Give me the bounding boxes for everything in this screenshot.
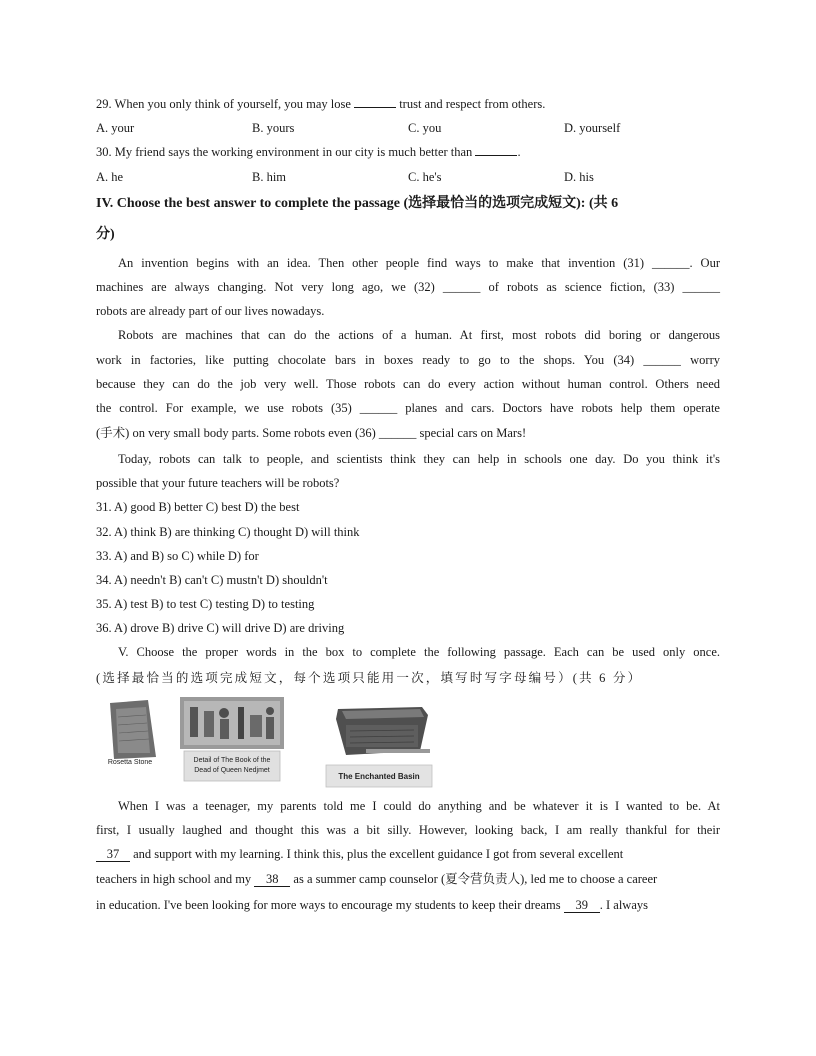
passage-text: . I always <box>599 898 648 912</box>
choice-32: 32. A) think B) are thinking C) thought D) will think <box>96 525 360 539</box>
passage-line: machines are always changing. Not very long ago, we (32) ______ of robots as science fiction, (33) ______ <box>96 280 720 294</box>
passage-line: first, I usually laughed and thought this was a bit silly. However, looking back, I am really thankful for their <box>96 823 720 837</box>
option-29-d: D. yourself <box>564 121 621 135</box>
passage-text: teachers in high school and my <box>96 872 255 886</box>
image-caption: The Enchanted Basin <box>338 772 420 781</box>
passage-line: because they can do the job very well. Those robots can do every action without human control. Others need <box>96 377 720 391</box>
passage-text: and support with my learning. I think this, plus the excellent guidance I got from several excellent <box>130 847 624 861</box>
answer-blank-30[interactable] <box>475 155 517 156</box>
passage-line: possible that your future teachers will be robots? <box>96 476 340 490</box>
passage-line: (手术) on very small body parts. Some robots even (36) ______ special cars on Mars! <box>96 426 527 440</box>
passage-line: the control. For example, we use robots (35) ______ planes and cars. Doctors have robots help them operate <box>96 401 720 415</box>
choice-34: 34. A) needn't B) can't C) mustn't D) shouldn't <box>96 573 328 587</box>
question-29-stem: 29. When you only think of yourself, you may lose <box>96 97 355 111</box>
image-caption: Detail of The Book of the <box>193 757 271 764</box>
option-30-c: C. he's <box>408 170 442 184</box>
answer-blank-37[interactable]: 37 <box>96 848 130 862</box>
section-5-heading: V. Choose the proper words in the box to complete the following passage. Each can be used only once. <box>118 645 720 659</box>
passage-line <box>96 846 720 862</box>
choice-35: 35. A) test B) to test C) testing D) to testing <box>96 597 315 611</box>
option-29-a: A. your <box>96 121 135 135</box>
section-4-heading: IV. Choose the best answer to complete the passage (选择最恰当的选项完成短文): (共 6 <box>96 196 619 211</box>
section-4-heading-cont: 分) <box>96 227 115 242</box>
question-29-stem-end: trust and respect from others. <box>396 97 546 111</box>
passage-line: robots are already part of our lives nowadays. <box>96 304 325 318</box>
question-29 <box>96 96 720 112</box>
choice-31: 31. A) good B) better C) best D) the best <box>96 500 300 514</box>
passage-line: work in factories, like putting chocolate bars in boxes ready to go to the shops. You (34) ______ worry <box>96 353 720 367</box>
book-of-the-dead-image <box>180 697 284 783</box>
image-caption: Rosetta Stone <box>107 759 153 766</box>
passage-line <box>96 897 720 913</box>
passage-line: When I was a teenager, my parents told me I could do anything and be whatever it is I wanted to be. At <box>118 799 720 813</box>
image-caption: Dead of Queen Nedjmet <box>194 767 270 774</box>
answer-blank-29[interactable] <box>354 107 396 108</box>
option-29-c: C. you <box>408 121 442 135</box>
choice-33: 33. A) and B) so C) while D) for <box>96 549 259 563</box>
passage-line <box>96 871 720 887</box>
choice-36: 36. A) drove B) drive C) will drive D) are driving <box>96 621 345 635</box>
answer-blank-39[interactable]: 39 <box>564 899 600 913</box>
passage-text: in education. I've been looking for more ways to encourage my students to keep their dreams <box>96 898 564 912</box>
rosetta-stone-image <box>102 697 158 777</box>
question-30 <box>96 144 720 160</box>
section-5-heading-cn: (选择最恰当的选项完成短文，每个选项只能用一次，填写时写字母编号）(共 6 分） <box>96 671 643 685</box>
passage-line: Today, robots can talk to people, and scientists think they can help in schools one day. Do you think it's <box>118 452 720 466</box>
option-30-d: D. his <box>564 170 594 184</box>
option-29-b: B. yours <box>252 121 295 135</box>
enchanted-basin-image <box>322 697 436 789</box>
option-30-a: A. he <box>96 170 124 184</box>
question-30-stem: 30. My friend says the working environment in our city is much better than <box>96 145 476 159</box>
option-30-b: B. him <box>252 170 287 184</box>
passage-line: Robots are machines that can do the actions of a human. At first, most robots did boring or dangerous <box>118 328 720 342</box>
passage-text: as a summer camp counselor (夏令营负责人), led me to choose a career <box>290 872 658 886</box>
question-30-stem-end: . <box>517 145 521 159</box>
answer-blank-38[interactable]: 38 <box>254 873 290 887</box>
passage-line: An invention begins with an idea. Then other people find ways to make that invention (31) ______. Our <box>118 256 720 270</box>
